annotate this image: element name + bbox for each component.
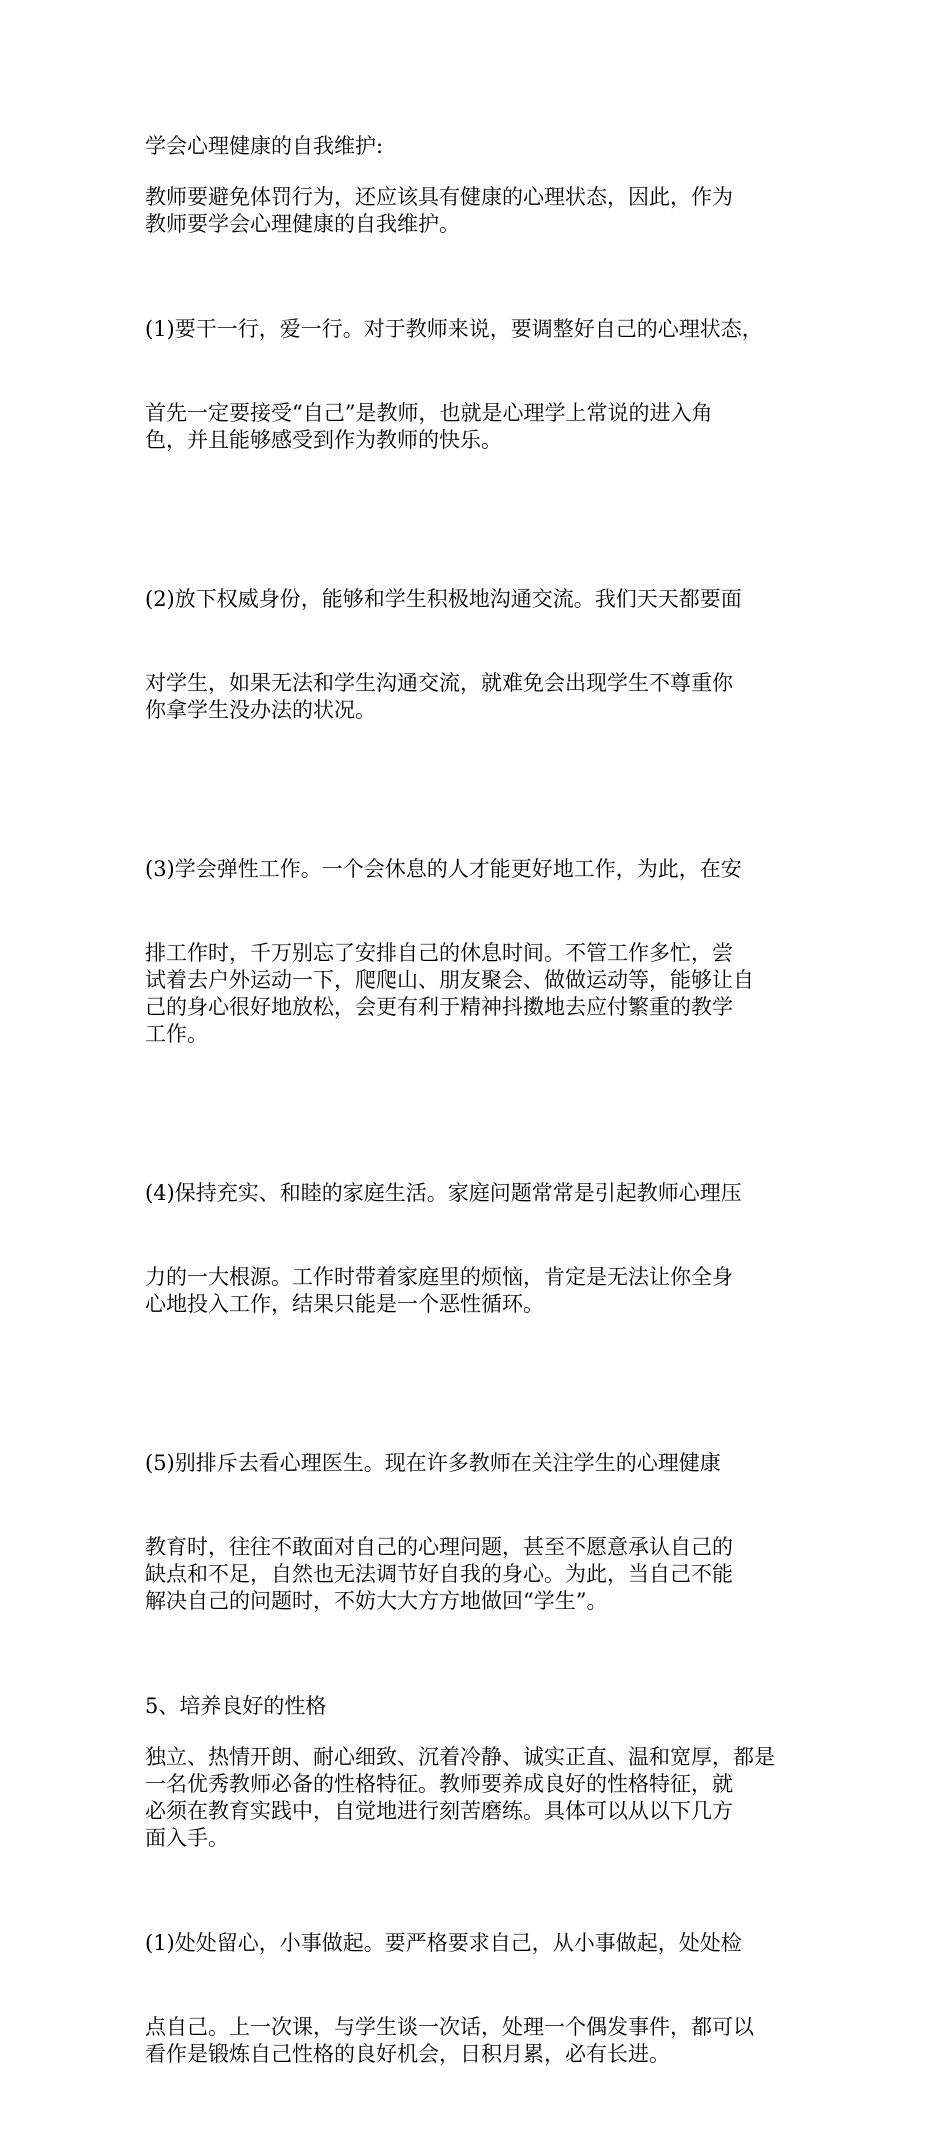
- list-item-body: 教育时，往往不敢面对自己的心理问题，甚至不愿意承认自己的 缺点和不足，自然也无法调节好自我的身心。为此，当自己不能 解决自己的问题时，不妨大大方方地做回“学生”。: [145, 1535, 733, 1613]
- list-item: [145, 1126, 810, 1372]
- list-item-body: 点自己。上一次课，与学生谈一次话，处理一个偶发事件，都可以 看作是锻炼自己性格的良好机会，日积月累，必有长进。: [145, 2015, 754, 2066]
- list-item-body: 对学生，如果无法和学生沟通交流，就难免会出现学生不尊重你 你拿学生没办法的状况。: [145, 671, 733, 722]
- list-item-lead: (1)要干一行，爱一行。对于教师来说，要调整好自己的心理状态，: [145, 317, 763, 341]
- list-item-body: 首先一定要接受“自己”是教师，也就是心理学上常说的进入角 色，并且能够感受到作为教师的快乐。: [145, 401, 713, 452]
- intro-paragraph: 教师要避免体罚行为，还应该具有健康的心理状态，因此，作为 教师要学会心理健康的自我维护。: [145, 185, 733, 236]
- list-item-body: 力的一大根源。工作时带着家庭里的烦恼，肯定是无法让你全身 心地投入工作，结果只能是一个恶性循环。: [145, 1265, 733, 1316]
- section-intro-paragraph: 独立、热情开朗、耐心细致、沉着冷静、诚实正直、温和宽厚，都是 一名优秀教师必备的性格特征。教师要养成良好的性格特征，就 必须在教育实践中，自觉地进行刻苦磨练。具体可以从以下几方 面入手。: [145, 1745, 775, 1850]
- list-item: [145, 802, 810, 1102]
- section-title: 5、培养良好的性格: [145, 1694, 327, 1718]
- list-item: [145, 1876, 810, 2122]
- list-item-body: 排工作时，千万别忘了安排自己的休息时间。不管工作多忙，尝 试着去户外运动一下，爬爬山、朋友聚会、做做运动等，能够让自 己的身心很好地放松，会更有利于精神抖擞地去应付繁重的教学 工作。: [145, 941, 754, 1046]
- list-item: [145, 262, 810, 508]
- section-heading: 学会心理健康的自我维护:: [145, 134, 384, 158]
- list-item-lead: (2)放下权威身份，能够和学生积极地沟通交流。我们天天都要面: [145, 587, 742, 611]
- list-item-lead: (1)处处留心，小事做起。要严格要求自己，从小事做起，处处检: [145, 1931, 742, 1955]
- list-item: [145, 1396, 810, 1669]
- list-item-lead: (4)保持充实、和睦的家庭生活。家庭问题常常是引起教师心理压: [145, 1181, 742, 1205]
- list-item: [145, 532, 810, 778]
- list-item-lead: (3)学会弹性工作。一个会休息的人才能更好地工作，为此，在安: [145, 857, 742, 881]
- document-body: [145, 133, 810, 2146]
- list-item-lead: (5)别排斥去看心理医生。现在许多教师在关注学生的心理健康: [145, 1451, 721, 1475]
